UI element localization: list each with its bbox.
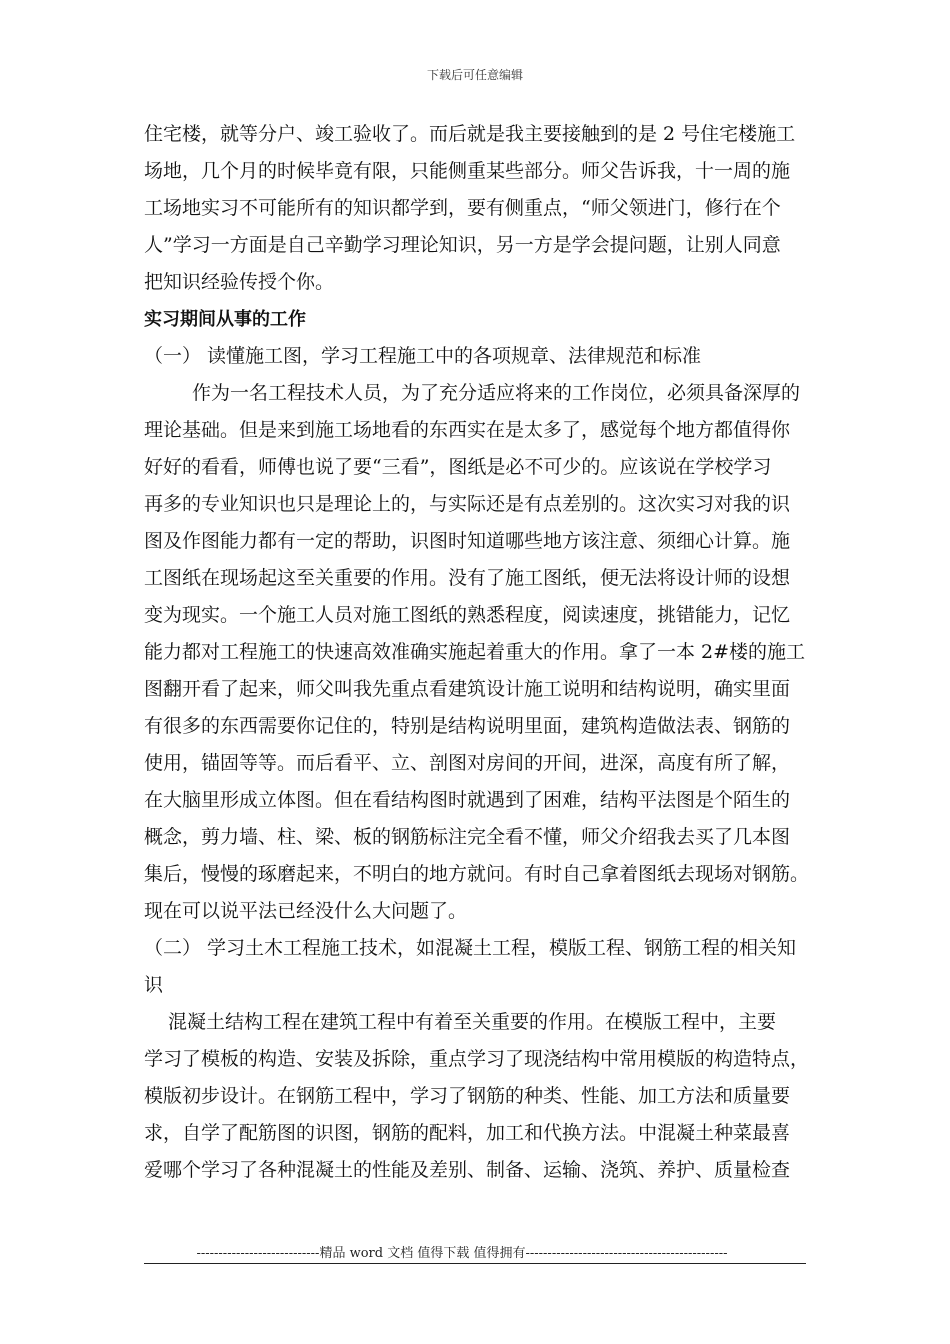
text-line: 人”学习一方面是自己辛勤学习理论知识，另一方是学会提问题，让别人同意 — [144, 234, 781, 256]
text-line: 作为一名工程技术人员，为了充分适应将来的工作岗位，必须具备深厚的 — [192, 382, 801, 404]
text-line: 变为现实。一个施工人员对施工图纸的熟悉程度，阅读速度，挑错能力，记忆 — [144, 604, 791, 626]
text-line: 使用，锚固等等。而后看平、立、剖图对房间的开间，进深，高度有所了解， — [144, 752, 791, 774]
text-line: 再多的专业知识也只是理论上的，与实际还是有点差别的。这次实习对我的识 — [144, 493, 791, 515]
text-line: 混凝土结构工程在建筑工程中有着至关重要的作用。在模版工程中，主要 — [168, 1011, 777, 1033]
text-line: 住宅楼，就等分户、竣工验收了。而后就是我主要接触到的是 2 号住宅楼施工 — [144, 123, 796, 145]
page-header: 下载后可任意编辑 — [426, 68, 523, 82]
footer-rule — [144, 1263, 806, 1264]
text-line: 把知识经验传授个你。 — [144, 271, 335, 293]
text-line: 有很多的东西需要你记住的，特别是结构说明里面，建筑构造做法表、钢筋的 — [144, 715, 791, 737]
text-line: 图翻开看了起来，师父叫我先重点看建筑设计施工说明和结构说明，确实里面 — [144, 678, 791, 700]
text-line: 现在可以说平法已经没什么大问题了。 — [144, 900, 468, 922]
text-line: 爱哪个学习了各种混凝土的性能及差别、制备、运输、浇筑、养护、质量检查 — [144, 1159, 791, 1181]
text-line: 学习了模板的构造、安装及拆除，重点学习了现浇结构中常用模版的构造特点， — [144, 1048, 810, 1070]
text-line: （二） 学习土木工程施工技术，如混凝土工程，模版工程、钢筋工程的相关知 — [144, 937, 797, 959]
page-footer: ----------------------------精品 word 文档 值得下载 值得拥有---------------------------------------------- — [196, 1246, 728, 1261]
text-line: 求，自学了配筋图的识图，钢筋的配料，加工和代换方法。中混凝土种菜最喜 — [144, 1122, 791, 1144]
text-line: 识 — [144, 974, 164, 996]
text-line: 集后，慢慢的琢磨起来，不明白的地方就问。有时自己拿着图纸去现场对钢筋。 — [144, 863, 810, 885]
document-body — [144, 116, 810, 1189]
text-line: 概念，剪力墙、柱、梁、板的钢筋标注完全看不懂，师父介绍我去买了几本图 — [144, 826, 791, 848]
text-line: 理论基础。但是来到施工场地看的东西实在是太多了，感觉每个地方都值得你 — [144, 419, 791, 441]
text-line: 工图纸在现场起这至关重要的作用。没有了施工图纸，便无法将设计师的设想 — [144, 567, 791, 589]
text-line: 模版初步设计。在钢筋工程中，学习了钢筋的种类、性能、加工方法和质量要 — [144, 1085, 791, 1107]
text-line: 能力都对工程施工的快速高效准确实施起着重大的作用。拿了一本 2#楼的施工 — [144, 641, 806, 663]
text-line: 好好的看看，师傅也说了要“三看”，图纸是必不可少的。应该说在学校学习 — [144, 456, 772, 478]
text-line: 场地，几个月的时候毕竟有限，只能侧重某些部分。师父告诉我，十一周的施 — [144, 160, 791, 182]
text-line: 工场地实习不可能所有的知识都学到，要有侧重点，“师父领进门，修行在个 — [144, 197, 781, 219]
text-line: （一） 读懂施工图，学习工程施工中的各项规章、法律规范和标准 — [144, 345, 702, 367]
text-line: 图及作图能力都有一定的帮助，识图时知道哪些地方该注意、须细心计算。施 — [144, 530, 791, 552]
text-line: 在大脑里形成立体图。但在看结构图时就遇到了困难，结构平法图是个陌生的 — [144, 789, 791, 811]
section-heading: 实习期间从事的工作 — [144, 309, 306, 330]
